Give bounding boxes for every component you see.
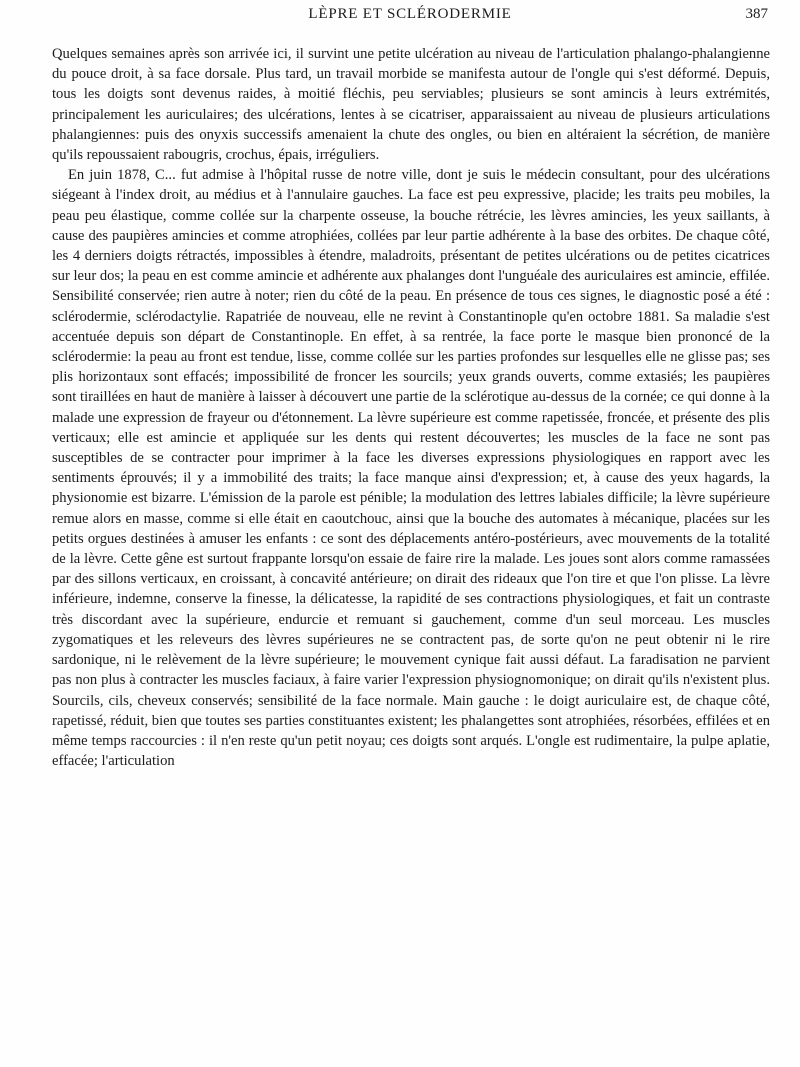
paragraph-1: Quelques semaines après son arrivée ici, il survint une petite ulcération au niveau de l'articulation phalango-phalangienne du pouce droit, à sa face dorsale. Plus tard, un travail morbide se manifesta autour de l'ongle qui s'est déformé. Depuis, tous les doigts sont devenus raides, à moitié fléchis, peu serviables; plusieurs se sont amincis à leurs extrémités, principalement les auriculaires; des ulcérations, lentes à se cicatriser, apparaissaient au niveau de plusieurs articulations phalangiennes: puis des onyxis successifs amenaient la chute des ongles, ou bien en altéraient la sécrétion, de manière qu'ils repoussaient rabougris, crochus, épais, irréguliers. xyxy=(52,46,770,164)
page-number: 387 xyxy=(745,6,768,22)
paragraph-2: En juin 1878, C... fut admise à l'hôpital russe de notre ville, dont je suis le médecin consultant, pour des ulcérations siégeant à l'index droit, au médius et à l'annulaire gauches. La face est peu expressive, placide; les traits peu mobiles, la peau peu élastique, comme collée sur la charpente osseuse, la bouche rétrécie, les lèvres amincies, les yeux saillants, à cause des paupières amincies et comme atrophiées, collées par leur partie adhérente à la base des orbites. De chaque côté, les 4 derniers doigts rétractés, impossibles à étendre, maladroits, présentant de petites ulcérations ou de petites cicatrices sur leur dos; la peau en est comme amincie et adhérente aux phalanges dont l'unguéale des auriculaires est amincie, effilée. Sensibilité conservée; rien autre à noter; rien du côté de la peau. En présence de tous ces signes, le diagnostic posé a été : sclérodermie, sclérodactylie. Rapatriée de nouveau, elle ne revint à Constantinople qu'en octobre 1881. Sa maladie s'est accentuée depuis son départ de Constantinople. En effet, à sa rentrée, la face porte le masque bien prononcé de la sclérodermie: la peau au front est tendue, lisse, comme collée sur les parties profondes sur lesquelles elle ne glisse pas; ses plis horizontaux sont effacés; impossibilité de froncer les sourcils; yeux grands ouverts, comme extasiés; les paupières sont tiraillées en haut de manière à laisser à découvert une partie de la sclérotique au-dessus de la cornée; ce qui donne à la malade une expression de frayeur ou d'étonnement. La lèvre supérieure est comme rapetissée, froncée, et présente des plis verticaux; elle est amincie et appliquée sur les dents qui restent découvertes; les muscles de la face ne sont pas susceptibles de se contracter pour imprimer à la face les diverses expressions physiologiques en rapport avec les sentiments éprouvés; il y a immobilité des traits; la face manque ainsi d'expression; et, à cause des yeux hagards, la physionomie est bizarre. L'émission de la parole est pénible; la modulation des lettres labiales difficile; la lèvre supérieure remue alors en masse, comme si elle était en caoutchouc, ainsi que la bouche des automates à mécanique, placées sur les petits orgues destinées à amuser les enfants : ce sont des déplacements antéro-postérieurs, avec mouvements de la totalité de la lèvre. Cette gêne est surtout frappante lorsqu'on essaie de faire rire la malade. Les joues sont alors comme ramassées par des sillons verticaux, en croissant, à concavité antérieure; on dirait des rideaux que l'on tire et que l'on plisse. La lèvre inférieure, indemne, conserve la finesse, la délicatesse, la rapidité de ses contractions physiologiques, et fait un contraste très discordant avec la supérieure, endurcie et remuant si gauchement, comme d'un seul morceau. Les muscles zygomatiques et les releveurs des lèvres supérieures ne se contractent pas, de sorte qu'on ne peut obtenir ni le rire sardonique, ni le relèvement de la lèvre supérieure; le mouvement cynique fait aussi défaut. La faradisation ne parvient pas non plus à contracter les muscles faciaux, à faire varier l'expression physiognomonique; on dirait qu'ils n'existent plus. Sourcils, cils, cheveux conservés; sensibilité de la face normale. Main gauche : le doigt auriculaire est, de chaque côté, rapetissé, réduit, bien que toutes ses parties constituantes existent; les phalangettes sont atrophiées, résorbées, effilées et en même temps raccourcies : il n'en reste qu'un petit noyau; ces doigts sont arqués. L'ongle est rudimentaire, la pulpe aplatie, effacée; l'articulation xyxy=(52,167,770,770)
running-head xyxy=(52,6,768,28)
running-title: LÈPRE ET SCLÉRODERMIE xyxy=(308,6,512,22)
body-text xyxy=(52,44,770,771)
